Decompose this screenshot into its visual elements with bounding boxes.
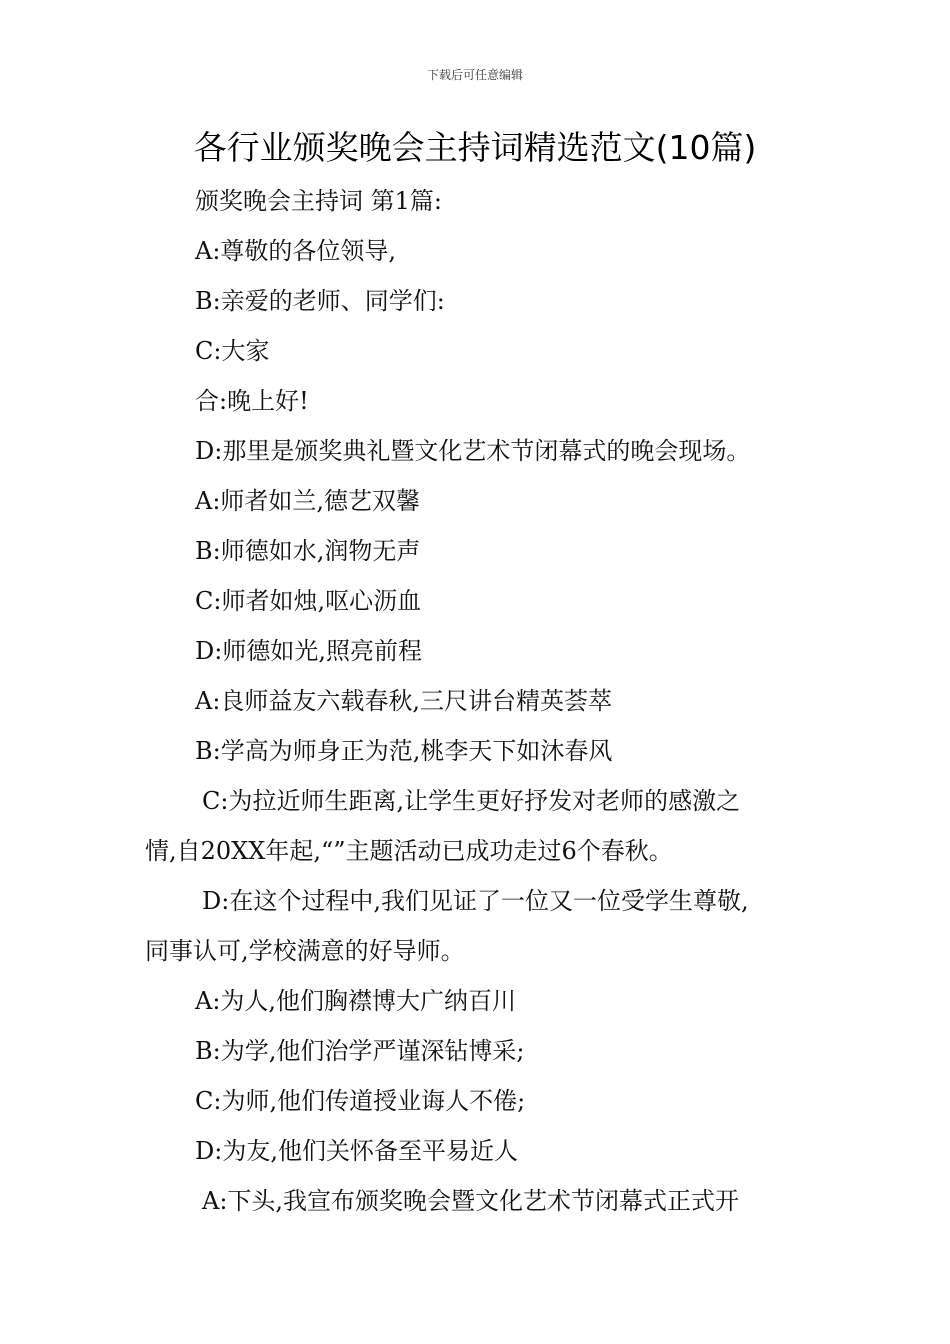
paragraph-line: A:师者如兰,德艺双馨 [195,487,421,515]
paragraph-line: 同事认可,学校满意的好导师。 [145,937,465,965]
document-title: 各行业颁奖晚会主持词精选范文(10篇) [193,128,757,167]
paragraph-line: B:学高为师身正为范,桃李天下如沐春风 [195,737,613,765]
paragraph-line: A:尊敬的各位领导, [195,237,397,265]
document-body [145,176,825,1226]
paragraph-line: C:大家 [195,337,270,365]
paragraph-line: D:为友,他们关怀备至平易近人 [195,1137,518,1165]
paragraph-line: C:为师,他们传道授业诲人不倦; [195,1087,526,1115]
paragraph-line: B:亲爱的老师、同学们: [195,287,445,315]
paragraph-line: A:良师益友六载春秋,三尺讲台精英荟萃 [195,687,613,715]
paragraph-line: B:师德如水,润物无声 [195,537,421,565]
paragraph-line: 合:晚上好! [195,387,309,415]
paragraph-line: A:下头,我宣布颁奖晚会暨文化艺术节闭幕式正式开 [202,1187,740,1215]
paragraph-line: D:在这个过程中,我们见证了一位又一位受学生尊敬, [202,887,749,915]
paragraph-line: A:为人,他们胸襟博大广纳百川 [195,987,517,1015]
paragraph-line: D:那里是颁奖典礼暨文化艺术节闭幕式的晚会现场。 [195,437,751,465]
paragraph-line: D:师德如光,照亮前程 [195,637,422,665]
paragraph-line: C:师者如烛,呕心沥血 [195,587,422,615]
paragraph-line: 情,自20XX年起,“”主题活动已成功走过6个春秋。 [145,837,673,865]
paragraph-line: C:为拉近师生距离,让学生更好抒发对老师的感激之 [202,787,741,815]
paragraph-line: 颁奖晚会主持词 第1篇: [195,187,442,215]
paragraph-line: B:为学,他们治学严谨深钻博采; [195,1037,525,1065]
page-header-note: 下载后可任意编辑 [426,68,523,82]
